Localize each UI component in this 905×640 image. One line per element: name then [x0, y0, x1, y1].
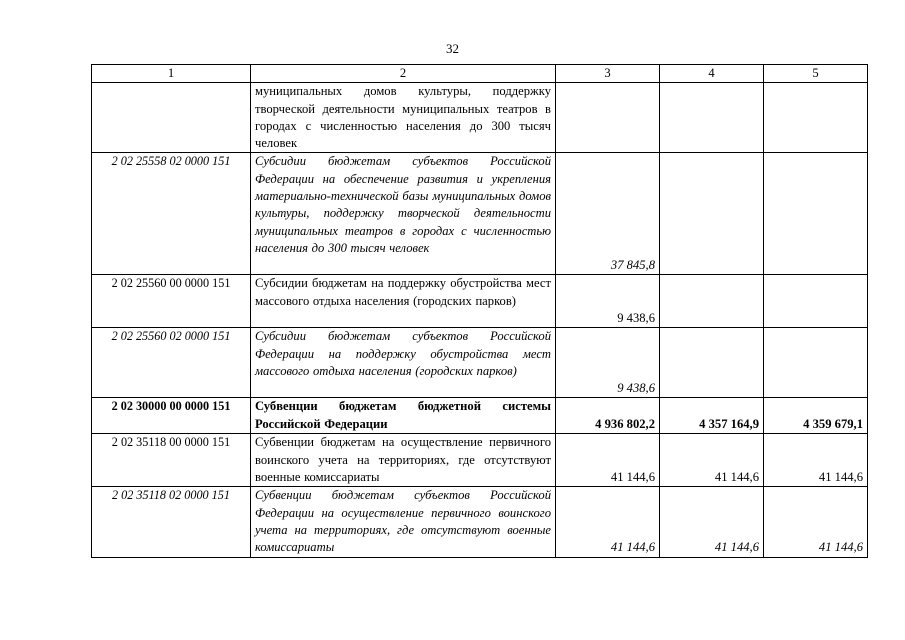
row-value-col5: [764, 153, 868, 275]
row-value-col3: 4 936 802,2: [556, 398, 660, 434]
row-value-col3: 37 845,8: [556, 153, 660, 275]
row-description: Субвенции бюджетам бюджетной системы Российской Федерации: [251, 398, 556, 434]
row-code: 2 02 35118 00 0000 151: [92, 434, 251, 487]
row-value-col4: [660, 328, 764, 398]
table-row: [92, 434, 868, 487]
table-row: [92, 83, 868, 153]
row-value-col5: 4 359 679,1: [764, 398, 868, 434]
row-code: 2 02 35118 02 0000 151: [92, 487, 251, 557]
column-header-4: 4: [660, 65, 764, 83]
row-value-col5: 41 144,6: [764, 434, 868, 487]
row-value-col4: [660, 275, 764, 328]
row-value-col5: [764, 328, 868, 398]
row-value-col3: 41 144,6: [556, 487, 660, 557]
table-row: [92, 398, 868, 434]
row-description: Субсидии бюджетам субъектов Российской Федерации на обеспечение развития и укрепления материально-технической базы муниципальных домов культуры, поддержку творческой деятельности муниципальных театров в городах с численностью населения до 300 тысяч человек: [251, 153, 556, 275]
header-row: [92, 65, 868, 83]
row-value-col4: 41 144,6: [660, 434, 764, 487]
page-number: 32: [446, 41, 459, 56]
row-code: 2 02 25560 02 0000 151: [92, 328, 251, 398]
row-code: 2 02 30000 00 0000 151: [92, 398, 251, 434]
table-row: [92, 275, 868, 328]
row-value-col4: [660, 153, 764, 275]
row-description: Субсидии бюджетам на поддержку обустройства мест массового отдыха населения (городских парков): [251, 275, 556, 328]
row-code: 2 02 25560 00 0000 151: [92, 275, 251, 328]
column-header-3: 3: [556, 65, 660, 83]
row-value-col5: 41 144,6: [764, 487, 868, 557]
row-code: [92, 83, 251, 153]
column-header-5: 5: [764, 65, 868, 83]
row-description: Субвенции бюджетам на осуществление первичного воинского учета на территориях, где отсутствуют военные комиссариаты: [251, 434, 556, 487]
row-value-col3: 9 438,6: [556, 328, 660, 398]
revenue-table: [91, 64, 868, 558]
column-header-2: 2: [251, 65, 556, 83]
table-row: [92, 487, 868, 557]
row-code: 2 02 25558 02 0000 151: [92, 153, 251, 275]
row-value-col3: 9 438,6: [556, 275, 660, 328]
row-description: Субсидии бюджетам субъектов Российской Федерации на поддержку обустройства мест массового отдыха населения (городских парков): [251, 328, 556, 398]
table-row: [92, 328, 868, 398]
row-value-col3: [556, 83, 660, 153]
row-value-col5: [764, 275, 868, 328]
row-value-col5: [764, 83, 868, 153]
column-header-1: 1: [92, 65, 251, 83]
row-value-col3: 41 144,6: [556, 434, 660, 487]
row-value-col4: 4 357 164,9: [660, 398, 764, 434]
row-description: Субвенции бюджетам субъектов Российской Федерации на осуществление первичного воинского учета на территориях, где отсутствуют военные комиссариаты: [251, 487, 556, 557]
table-row: [92, 153, 868, 275]
row-description: муниципальных домов культуры, поддержку творческой деятельности муниципальных театров в городах с численностью населения до 300 тысяч человек: [251, 83, 556, 153]
row-value-col4: 41 144,6: [660, 487, 764, 557]
row-value-col4: [660, 83, 764, 153]
